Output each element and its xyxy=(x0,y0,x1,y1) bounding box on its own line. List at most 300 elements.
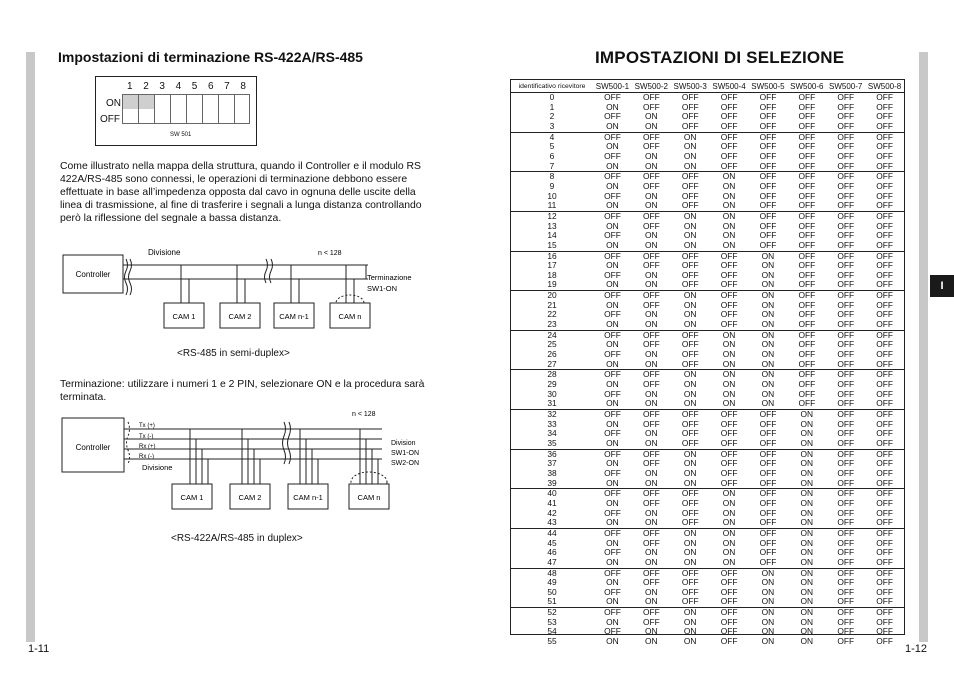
receiver-id-cell: 14 xyxy=(547,230,557,241)
switch-state-cell: OFF xyxy=(671,251,710,261)
switch-state-cell: OFF xyxy=(720,299,738,310)
switch-state-cell: OFF xyxy=(632,172,671,182)
switch-state-cell: OFF xyxy=(759,467,777,478)
switch-state-cell: OFF xyxy=(865,330,904,340)
switch-state-cell: OFF xyxy=(826,330,865,340)
switch-state-cell: OFF xyxy=(876,299,893,310)
switch-state-cell: OFF xyxy=(671,93,710,103)
switch-state-cell: OFF xyxy=(671,410,710,420)
switch-state-cell: OFF xyxy=(876,160,893,171)
switch-state-cell: OFF xyxy=(632,330,671,340)
switch-state-cell: OFF xyxy=(865,93,904,103)
diagram2-caption: <RS-422A/RS-485 in duplex> xyxy=(171,533,303,544)
right-page-number: 1-12 xyxy=(905,643,928,655)
switch-state-cell: OFF xyxy=(710,449,749,459)
switch-state-cell: OFF xyxy=(826,172,865,182)
switch-state-cell: OFF xyxy=(720,418,738,429)
switch-state-cell: ON xyxy=(800,636,814,647)
switch-state-cell: ON xyxy=(683,230,697,241)
switch-state-cell: OFF xyxy=(798,379,816,390)
dip-switch-number: 2 xyxy=(143,81,149,92)
receiver-id-cell: 1 xyxy=(549,101,555,112)
switch-state-cell: OFF xyxy=(876,239,893,250)
receiver-id-cell: 46 xyxy=(547,547,557,558)
switch-state-cell: OFF xyxy=(837,160,855,171)
switch-state-cell: OFF xyxy=(681,349,699,360)
switch-state-cell: OFF xyxy=(749,93,788,103)
switch-state-cell: ON xyxy=(645,160,658,171)
switch-state-cell: OFF xyxy=(681,577,699,588)
switch-state-cell: ON xyxy=(645,517,658,528)
switch-state-cell: OFF xyxy=(837,497,855,508)
termination-sw-label: SW1-ON xyxy=(367,284,397,293)
switch-state-cell: OFF xyxy=(837,239,855,250)
switch-state-cell: OFF xyxy=(798,160,816,171)
switch-state-cell: ON xyxy=(683,636,697,647)
switch-state-cell: OFF xyxy=(749,132,788,142)
cam-n-1-label: CAM n-1 xyxy=(293,493,323,502)
switch-state-cell: OFF xyxy=(681,260,699,271)
switch-state-cell: ON xyxy=(749,291,788,301)
receiver-id-cell: 29 xyxy=(547,379,557,390)
switch-state-cell: OFF xyxy=(593,489,632,499)
receiver-id-cell: 13 xyxy=(547,220,557,231)
switch-state-cell: ON xyxy=(787,449,826,459)
receiver-id-cell: 40 xyxy=(511,489,593,499)
switch-state-cell: ON xyxy=(800,556,814,567)
switch-state-cell: ON xyxy=(683,388,697,399)
switch-state-cell: OFF xyxy=(759,537,777,548)
switch-state-cell: ON xyxy=(722,497,736,508)
switch-state-cell: OFF xyxy=(876,279,893,290)
receiver-id-cell: 38 xyxy=(547,467,557,478)
right-division-label: Division xyxy=(391,440,416,447)
receiver-id-table xyxy=(511,80,904,647)
signal-tx-plus: Tx (+) xyxy=(139,423,155,429)
switch-state-cell: OFF xyxy=(642,260,660,271)
switch-state-cell: OFF xyxy=(720,279,738,290)
n-limit-label: n < 128 xyxy=(318,250,342,257)
cam-1-label: CAM 1 xyxy=(172,312,196,321)
switch-state-cell: OFF xyxy=(798,120,816,131)
switch-state-cell: OFF xyxy=(681,120,699,131)
switch-state-cell: ON xyxy=(761,260,775,271)
switch-state-cell: OFF xyxy=(837,230,855,241)
switch-state-cell: OFF xyxy=(837,141,855,152)
switch-state-cell: OFF xyxy=(681,180,699,191)
dip-on-label: ON xyxy=(106,98,121,109)
switch-state-cell: OFF xyxy=(837,349,855,360)
switch-state-cell: OFF xyxy=(720,458,738,469)
switch-state-cell: OFF xyxy=(837,180,855,191)
switch-state-cell: OFF xyxy=(604,111,621,122)
switch-state-cell: OFF xyxy=(876,636,893,647)
switch-state-cell: ON xyxy=(671,370,710,380)
dip-switch-number: 5 xyxy=(191,81,198,92)
switch-state-cell: ON xyxy=(761,358,775,369)
switch-state-cell: ON xyxy=(606,339,619,350)
switch-state-cell: OFF xyxy=(632,370,671,380)
switch-state-cell: OFF xyxy=(593,370,632,380)
receiver-id-cell: 2 xyxy=(549,111,555,122)
switch-state-cell: ON xyxy=(606,358,619,369)
switch-state-cell: ON xyxy=(683,309,697,320)
switch-state-cell: OFF xyxy=(593,608,632,618)
switch-state-cell: ON xyxy=(800,467,814,478)
switch-state-cell: OFF xyxy=(759,120,777,131)
switch-state-cell: ON xyxy=(722,556,736,567)
receiver-id-cell: 20 xyxy=(511,291,593,301)
receiver-id-cell: 44 xyxy=(511,528,593,538)
receiver-id-cell: 4 xyxy=(511,132,593,142)
switch-state-cell: ON xyxy=(606,537,619,548)
switch-state-cell: OFF xyxy=(876,349,893,360)
switch-state-cell: ON xyxy=(749,251,788,261)
switch-state-cell: OFF xyxy=(681,517,699,528)
switch-state-cell: ON xyxy=(722,349,736,360)
switch-state-cell: OFF xyxy=(604,269,621,280)
switch-state-cell: OFF xyxy=(759,507,777,518)
switch-state-cell: OFF xyxy=(837,309,855,320)
switch-state-cell: OFF xyxy=(759,150,777,161)
receiver-id-cell: 43 xyxy=(547,517,557,528)
switch-state-cell: OFF xyxy=(826,410,865,420)
switch-state-cell: OFF xyxy=(865,132,904,142)
switch-state-cell: ON xyxy=(645,120,658,131)
switch-state-cell: ON xyxy=(645,279,658,290)
receiver-id-cell: 31 xyxy=(547,398,557,409)
switch-state-cell: OFF xyxy=(826,93,865,103)
switch-state-cell: ON xyxy=(787,528,826,538)
switch-state-cell: ON xyxy=(787,489,826,499)
switch-state-cell: ON xyxy=(761,596,775,607)
switch-state-cell: OFF xyxy=(632,410,671,420)
switch-state-cell: ON xyxy=(645,477,658,488)
switch-state-cell: OFF xyxy=(749,172,788,182)
receiver-id-cell: 17 xyxy=(547,260,557,271)
switch-state-cell: ON xyxy=(710,528,749,538)
switch-state-cell: ON xyxy=(606,418,619,429)
table-row xyxy=(511,637,904,647)
switch-state-cell: OFF xyxy=(876,507,893,518)
switch-state-cell: OFF xyxy=(876,596,893,607)
switch-state-cell: OFF xyxy=(642,141,660,152)
switch-state-cell: OFF xyxy=(837,596,855,607)
switch-state-cell: OFF xyxy=(876,339,893,350)
switch-state-cell: OFF xyxy=(787,93,826,103)
switch-state-cell: OFF xyxy=(876,101,893,112)
receiver-id-cell: 48 xyxy=(511,568,593,578)
table-row xyxy=(511,320,904,330)
switch-state-cell: OFF xyxy=(837,260,855,271)
switch-state-cell: OFF xyxy=(787,330,826,340)
receiver-id-cell: 8 xyxy=(511,172,593,182)
switch-state-cell: OFF xyxy=(710,410,749,420)
switch-state-cell: OFF xyxy=(837,418,855,429)
dip-switch-label: SW 501 xyxy=(170,132,192,138)
switch-state-cell: ON xyxy=(800,577,814,588)
dip-switch-numbers xyxy=(127,81,257,92)
switch-state-cell: OFF xyxy=(710,291,749,301)
dip-switch-8 xyxy=(234,94,250,124)
switch-state-cell: OFF xyxy=(749,410,788,420)
switch-state-cell: OFF xyxy=(837,200,855,211)
switch-state-cell: OFF xyxy=(876,467,893,478)
switch-state-cell: OFF xyxy=(759,517,777,528)
switch-state-cell: ON xyxy=(606,141,619,152)
switch-state-cell: OFF xyxy=(876,269,893,280)
switch-state-cell: OFF xyxy=(759,101,777,112)
switch-state-cell: OFF xyxy=(720,616,738,627)
switch-state-cell: ON xyxy=(800,477,814,488)
switch-state-cell: OFF xyxy=(681,586,699,597)
switch-column-header: SW500-6 xyxy=(790,81,824,91)
switch-column-header: SW500-8 xyxy=(867,81,902,91)
switch-state-cell: OFF xyxy=(720,626,738,637)
receiver-id-cell: 27 xyxy=(547,358,557,369)
switch-state-cell: OFF xyxy=(865,370,904,380)
switch-state-cell: ON xyxy=(749,608,788,618)
dip-switch-number: 7 xyxy=(224,81,230,92)
switch-state-cell: OFF xyxy=(837,111,855,122)
switch-state-cell: ON xyxy=(683,141,697,152)
switch-state-cell: OFF xyxy=(876,150,893,161)
switch-state-cell: OFF xyxy=(642,299,660,310)
switch-state-cell: ON xyxy=(761,626,775,637)
switch-state-cell: ON xyxy=(761,586,775,597)
switch-state-cell: ON xyxy=(761,279,775,290)
receiver-id-cell: 7 xyxy=(549,160,555,171)
switch-state-cell: OFF xyxy=(720,260,738,271)
switch-state-cell: OFF xyxy=(759,239,777,250)
dip-switch-number: 6 xyxy=(207,81,214,92)
switch-state-cell: ON xyxy=(722,200,736,211)
rs485-semi-duplex-diagram xyxy=(60,243,440,343)
receiver-id-cell: 22 xyxy=(547,309,557,320)
receiver-id-cell: 35 xyxy=(547,437,557,448)
receiver-id-cell: 19 xyxy=(547,279,557,290)
table-row xyxy=(511,439,904,449)
switch-state-cell: OFF xyxy=(837,586,855,597)
n-limit-label: n < 128 xyxy=(352,411,376,418)
switch-state-cell: OFF xyxy=(681,437,699,448)
switch-state-cell: ON xyxy=(645,507,658,518)
receiver-id-cell: 12 xyxy=(511,211,593,221)
switch-state-cell: ON xyxy=(722,339,736,350)
cam-2-label: CAM 2 xyxy=(238,493,262,502)
switch-state-cell: OFF xyxy=(710,93,749,103)
switch-state-cell: ON xyxy=(761,319,775,330)
receiver-id-cell: 45 xyxy=(547,537,557,548)
table-row xyxy=(511,280,904,290)
switch-state-cell: ON xyxy=(722,388,736,399)
switch-state-cell: OFF xyxy=(759,497,777,508)
switch-state-cell: OFF xyxy=(787,211,826,221)
switch-state-cell: OFF xyxy=(759,418,777,429)
switch-state-cell: OFF xyxy=(876,586,893,597)
table-row xyxy=(511,122,904,132)
cam-2-label: CAM 2 xyxy=(228,312,252,321)
receiver-id-cell: 50 xyxy=(547,586,557,597)
switch-state-cell: OFF xyxy=(642,577,660,588)
switch-state-cell: ON xyxy=(671,132,710,142)
dip-switch-2 xyxy=(138,94,154,124)
switch-state-cell: OFF xyxy=(632,568,671,578)
switch-state-cell: ON xyxy=(683,379,697,390)
switch-state-cell: OFF xyxy=(798,349,816,360)
switch-state-cell: OFF xyxy=(798,200,816,211)
switch-state-cell: ON xyxy=(722,230,736,241)
switch-state-cell: OFF xyxy=(759,458,777,469)
switch-state-cell: OFF xyxy=(720,160,738,171)
switch-state-cell: OFF xyxy=(876,379,893,390)
receiver-id-cell: 10 xyxy=(547,190,557,201)
switch-state-cell: OFF xyxy=(837,547,855,558)
switch-state-cell: ON xyxy=(800,497,814,508)
switch-state-cell: OFF xyxy=(593,251,632,261)
switch-state-cell: ON xyxy=(671,211,710,221)
receiver-id-cell: 28 xyxy=(511,370,593,380)
dip-switch-number: 3 xyxy=(159,81,165,92)
switch-state-cell: OFF xyxy=(837,636,855,647)
switch-state-cell: OFF xyxy=(604,190,621,201)
switch-state-cell: OFF xyxy=(837,120,855,131)
switch-state-cell: ON xyxy=(800,517,814,528)
switch-state-cell: OFF xyxy=(604,388,621,399)
switch-state-cell: ON xyxy=(606,279,619,290)
switch-state-cell: OFF xyxy=(681,111,699,122)
switch-state-cell: OFF xyxy=(876,309,893,320)
switch-state-cell: ON xyxy=(606,260,619,271)
switch-state-cell: OFF xyxy=(720,428,738,439)
switch-state-cell: ON xyxy=(645,349,658,360)
switch-state-cell: OFF xyxy=(826,211,865,221)
switch-state-cell: ON xyxy=(761,379,775,390)
switch-column-header: SW500-1 xyxy=(595,81,630,91)
switch-state-cell: ON xyxy=(722,239,736,250)
switch-state-cell: OFF xyxy=(876,200,893,211)
switch-state-cell: ON xyxy=(761,388,775,399)
switch-state-cell: OFF xyxy=(826,608,865,618)
right-edge-bar xyxy=(919,52,928,642)
switch-state-cell: OFF xyxy=(837,150,855,161)
switch-state-cell: OFF xyxy=(720,437,738,448)
switch-state-cell: ON xyxy=(761,636,775,647)
switch-state-cell: ON xyxy=(645,388,658,399)
switch-state-cell: OFF xyxy=(876,398,893,409)
id-column-header: identificativo ricevitore xyxy=(518,82,586,90)
section-tab-marker: I xyxy=(930,275,954,297)
receiver-id-cell: 23 xyxy=(547,319,557,330)
switch-state-cell: OFF xyxy=(720,120,738,131)
switch-state-cell: OFF xyxy=(759,160,777,171)
switch-state-cell: OFF xyxy=(837,467,855,478)
switch-state-cell: OFF xyxy=(642,101,660,112)
switch-state-cell: OFF xyxy=(876,477,893,488)
switch-state-cell: ON xyxy=(606,458,619,469)
switch-state-cell: ON xyxy=(710,211,749,221)
switch-state-cell: ON xyxy=(606,437,619,448)
switch-state-cell: OFF xyxy=(798,220,816,231)
switch-state-cell: ON xyxy=(800,626,814,637)
switch-state-cell: OFF xyxy=(837,517,855,528)
switch-state-cell: OFF xyxy=(759,111,777,122)
switch-state-cell: OFF xyxy=(642,220,660,231)
switch-state-cell: OFF xyxy=(826,132,865,142)
switch-state-cell: OFF xyxy=(865,489,904,499)
switch-state-cell: OFF xyxy=(593,528,632,538)
switch-state-cell: ON xyxy=(645,626,658,637)
switch-state-cell: OFF xyxy=(837,477,855,488)
switch-state-cell: OFF xyxy=(681,497,699,508)
switch-state-cell: ON xyxy=(645,200,658,211)
left-edge-bar xyxy=(26,52,35,642)
switch-state-cell: ON xyxy=(722,379,736,390)
switch-state-cell: OFF xyxy=(837,388,855,399)
switch-state-cell: OFF xyxy=(798,101,816,112)
switch-state-cell: OFF xyxy=(720,577,738,588)
switch-state-cell: OFF xyxy=(826,251,865,261)
table-row xyxy=(511,201,904,211)
switch-state-cell: ON xyxy=(722,180,736,191)
switch-state-cell: OFF xyxy=(759,190,777,201)
switch-state-cell: OFF xyxy=(798,339,816,350)
switch-state-cell: OFF xyxy=(826,489,865,499)
switch-state-cell: OFF xyxy=(681,358,699,369)
dip-switch-1 xyxy=(122,94,138,124)
receiver-id-cell: 6 xyxy=(549,150,555,161)
switch-state-cell: ON xyxy=(683,319,697,330)
cam-1-label: CAM 1 xyxy=(180,493,204,502)
switch-state-cell: OFF xyxy=(798,279,816,290)
table-row xyxy=(511,399,904,409)
switch-state-cell: ON xyxy=(671,291,710,301)
switch-state-cell: OFF xyxy=(681,507,699,518)
switch-state-cell: OFF xyxy=(837,279,855,290)
switch-state-cell: ON xyxy=(645,150,658,161)
table-row xyxy=(511,479,904,489)
receiver-id-cell: 39 xyxy=(547,477,557,488)
switch-state-cell: ON xyxy=(787,410,826,420)
switch-state-cell: OFF xyxy=(642,339,660,350)
dip-switch-3 xyxy=(154,94,170,124)
receiver-id-cell: 15 xyxy=(547,239,557,250)
switch-state-cell: OFF xyxy=(593,172,632,182)
switch-state-cell: ON xyxy=(645,319,658,330)
switch-state-cell: ON xyxy=(683,556,697,567)
switch-state-cell: OFF xyxy=(876,497,893,508)
switch-column-header: SW500-7 xyxy=(829,81,863,91)
switch-state-cell: OFF xyxy=(671,489,710,499)
switch-state-cell: OFF xyxy=(826,528,865,538)
switch-state-cell: OFF xyxy=(681,101,699,112)
switch-state-cell: OFF xyxy=(593,291,632,301)
switch-state-cell: OFF xyxy=(720,596,738,607)
switch-state-cell: OFF xyxy=(642,497,660,508)
switch-state-cell: OFF xyxy=(876,220,893,231)
controller-label: Controller xyxy=(75,443,111,452)
dip-switch-6 xyxy=(202,94,218,124)
switch-state-cell: OFF xyxy=(632,251,671,261)
switch-state-cell: OFF xyxy=(593,132,632,142)
dip-switch-cells xyxy=(122,94,250,124)
switch-state-cell: OFF xyxy=(865,410,904,420)
dip-switch-number: 1 xyxy=(127,81,133,92)
switch-state-cell: OFF xyxy=(837,398,855,409)
receiver-id-cell: 34 xyxy=(547,428,557,439)
switch-state-cell: ON xyxy=(645,596,658,607)
switch-state-cell: ON xyxy=(645,398,658,409)
